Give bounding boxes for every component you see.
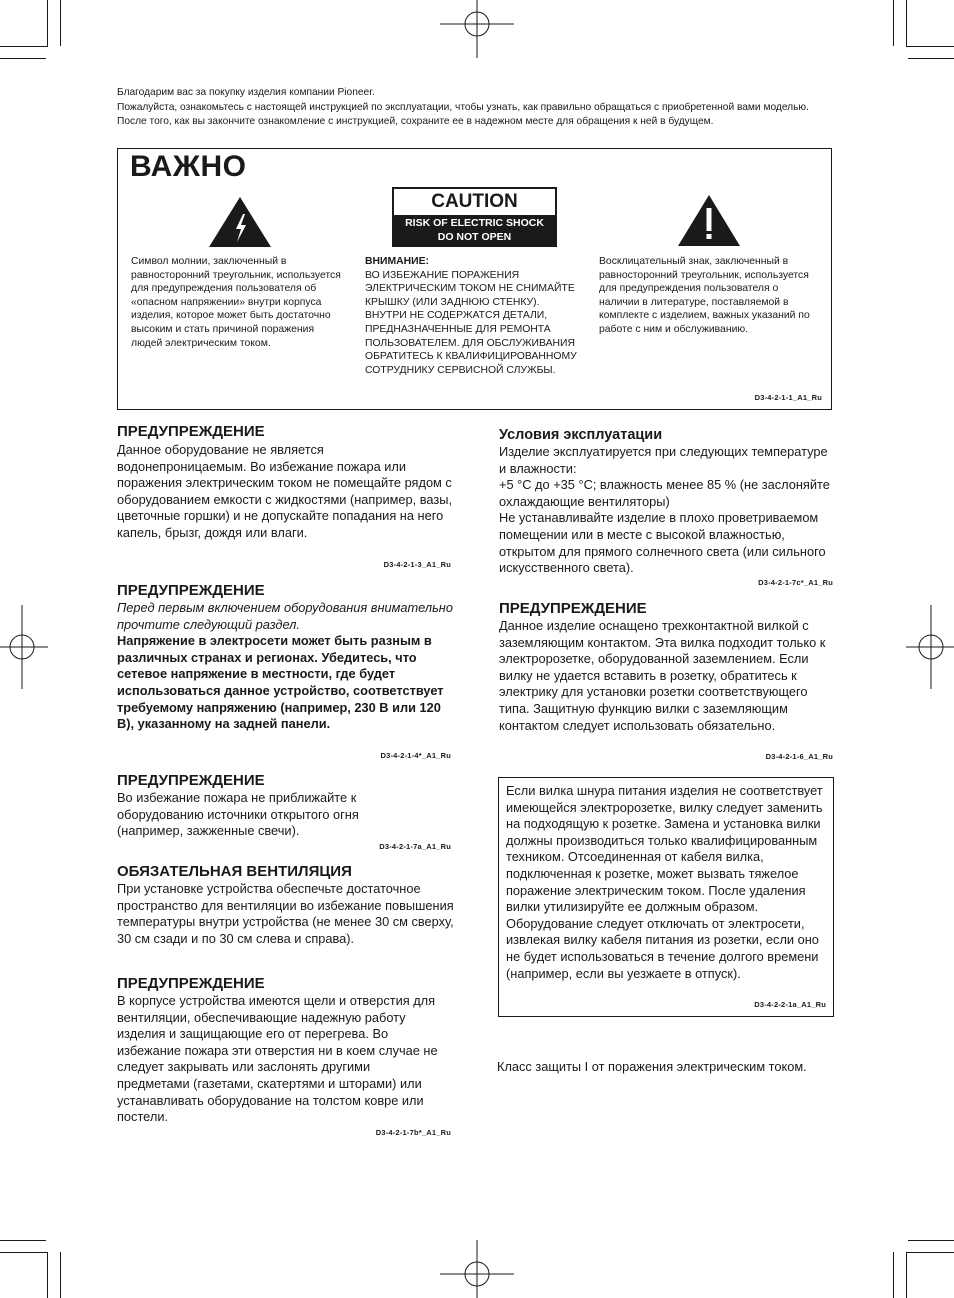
warning-heading-1: ПРЕДУПРЕЖДЕНИЕ [117, 423, 265, 440]
operating-conditions-line-3: Не устанавливайте изделие в плохо проветриваемом помещении или в месте с высокой влажностью, открытом для прямого солнечного света (или сильного искусственного света). [499, 510, 826, 576]
important-code: D3-4-2-1-1_A1_Ru [754, 393, 822, 402]
warning-heading-2: ПРЕДУПРЕЖДЕНИЕ [117, 582, 265, 599]
warning-code-4: D3-4-2-1-7b*_A1_Ru [375, 1128, 451, 1137]
warning-text-2 [117, 600, 455, 733]
caution-text: ВО ИЗБЕЖАНИЕ ПОРАЖЕНИЯ ЭЛЕКТРИЧЕСКИМ ТОКОМ НЕ СНИМАЙТЕ КРЫШКУ (ИЛИ ЗАДНЮЮ СТЕНКУ). ВНУТРИ НЕ СОДЕРЖАТСЯ ДЕТАЛИ, ПРЕДНАЗНАЧЕННЫЕ ДЛЯ РЕМОНТА ПОЛЬЗОВАТЕЛЕМ. ДЛЯ ОБСЛУЖИВАНИЯ ОБРАТИТЕСЬ К КВАЛИФИЦИРОВАННОМУ СОТРУДНИКУ СЕРВИСНОЙ СЛУЖБЫ. [365, 269, 577, 376]
ventilation-heading: ОБЯЗАТЕЛЬНАЯ ВЕНТИЛЯЦИЯ [117, 863, 352, 880]
registration-mark-bottom-icon [440, 1240, 514, 1298]
caution-subtitle [394, 215, 555, 245]
warning-text-4: В корпусе устройства имеются щели и отверстия для вентиляции, обеспечивающие надежную работу изделия и защищающие его от перегрева. Во избежание пожара эти отверстия ни в коем случае не следует закрывать или заслонять другими предметами (газетами, скатертями и шторами) или устанавливать оборудование на толстом ковре или постели. [117, 993, 438, 1125]
exclamation-warning-icon [677, 194, 741, 247]
intro-line-1: Благодарим вас за покупку изделия компании Pioneer. [117, 87, 375, 98]
intro-line-2: Пожалуйста, ознакомьтесь с настоящей инструкцией по эксплуатации, чтобы узнать, как правильно обращаться с приобретенной вами моделью. После того, как вы закончите ознакомление с инструкцией, сохраните ее в надежном месте для обращения к ней в будущем. [117, 101, 809, 127]
caution-heading: ВНИМАНИЕ: [365, 256, 429, 267]
caution-line-1: RISK OF ELECTRIC SHOCK [405, 217, 544, 229]
warning-text-1: Данное оборудование не является водонепроницаемым. Во избежание пожара или поражения электрическим током не помещайте рядом с оборудованием емкости с жидкостями (например, вазы, цветочные горшки) и не допускайте попадания на него капель, брызг, дождя или влаги. [117, 442, 452, 540]
intro [117, 86, 837, 130]
warning-heading-5: ПРЕДУПРЕЖДЕНИЕ [499, 600, 647, 617]
warning-code-3: D3-4-2-1-7a_A1_Ru [379, 842, 451, 851]
warning-text-5: Данное изделие оснащено трехконтактной вилкой с заземляющим контактом. Эта вилка подходит только к электророзетке, оборудованной заземлением. Если вилку не удается вставить в розетку, обратитесь к электрику для установки розетки соответствующего типа. Защитную функцию вилки с заземляющим контактом следует использовать обязательно. [499, 618, 826, 733]
plug-notice-text: Если вилка шнура питания изделия не соответствует имеющейся электророзетке, вилку следует заменить на подходящую к розетке. Замена и установка вилки должны производиться только квалифицированным техником. Отсоединенная от кабеля вилка, подключенная к розетке, может вызвать тяжелое поражение электрическим током. После удаления вилки утилизируйте ее должным образом. Оборудование следует отключать от электросети, извлекая вилку кабеля питания из розетки, если оно не будет использоваться в течение долгого времени (например, если вы уезжаете в отпуск). [506, 783, 823, 981]
ventilation-text: При установке устройства обеспечьте достаточное пространство для вентиляции во избежание повышения температуры внутри устройства (не менее 30 см сверху, 30 см сзади и по 30 см слева и справа). [117, 881, 454, 946]
warning-text-2-bold: Напряжение в электросети может быть разным в различных странах и регионах. Убедитесь, что сетевое напряжение в местности, где будет использоваться данное устройство, соответствует требуемому напряжению (например, 230 В или 120 В), указанному на задней панели. [117, 633, 444, 732]
operating-conditions-heading: Условия эксплуатации [499, 427, 663, 443]
warning-code-1: D3-4-2-1-3_A1_Ru [383, 560, 451, 569]
warning-text-3: Во избежание пожара не приближайте к оборудованию источники открытого огня (например, зажженные свечи). [117, 790, 359, 839]
caution-description [365, 255, 577, 377]
warning-heading-4: ПРЕДУПРЕЖДЕНИЕ [117, 975, 265, 992]
warning-code-5: D3-4-2-1-6_A1_Ru [765, 752, 833, 761]
caution-label [392, 187, 557, 247]
caution-line-2: DO NOT OPEN [437, 231, 512, 243]
lightning-warning-icon [208, 196, 272, 248]
operating-conditions-line-2: +5 °C до +35 °C; влажность менее 85 % (не заслоняйте охлаждающие вентиляторы) [499, 477, 830, 509]
plug-notice-code: D3-4-2-2-1a_A1_Ru [754, 1000, 826, 1009]
important-title: ВАЖНО [130, 150, 247, 183]
warning-code-2: D3-4-2-1-4*_A1_Ru [380, 751, 451, 760]
operating-conditions-line-1: Изделие эксплуатируется при следующих температуре и влажности: [499, 444, 828, 476]
exclamation-description: Восклицательный знак, заключенный в равносторонний треугольник, используется для предупреждения пользователя о наличии в литературе, поставляемой в комплекте с изделием, важных указаний по работе с ним и обслуживанию. [599, 256, 810, 335]
operating-conditions-text [499, 444, 835, 577]
registration-mark-left-icon [0, 605, 48, 689]
registration-mark-top-icon [440, 0, 514, 58]
lightning-description: Символ молнии, заключенный в равносторонний треугольник, используется для предупреждения пользователя об «опасном напряжении» внутри корпуса изделия, которое может быть достаточно высоким и стать причиной поражения людей электрическим током. [131, 256, 341, 349]
caution-title: CAUTION [431, 191, 518, 212]
operating-conditions-code: D3-4-2-1-7c*_A1_Ru [758, 578, 833, 587]
warning-heading-3: ПРЕДУПРЕЖДЕНИЕ [117, 772, 265, 789]
warning-text-2-italic: Перед первым включением оборудования внимательно прочтите следующий раздел. [117, 600, 453, 632]
protection-class-text: Класс защиты I от поражения электрическим током. [497, 1059, 807, 1074]
registration-mark-right-icon [906, 605, 954, 689]
